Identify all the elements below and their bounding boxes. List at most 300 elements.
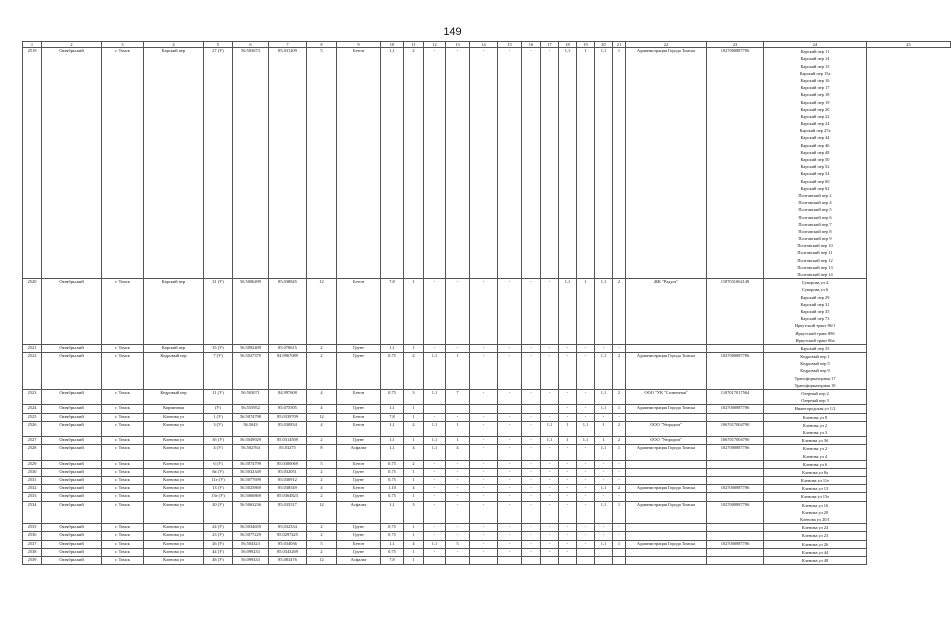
house-cell: 27 (У) [204, 48, 233, 279]
district-cell: Октябрьский [42, 540, 102, 548]
value-cell: 1 [446, 437, 470, 445]
owner-name: Администрация Города Томска [636, 485, 696, 491]
value-cell: - [446, 477, 470, 485]
value-cell: - [424, 532, 446, 540]
value-cell: 1,1 [577, 421, 595, 436]
value-cell [577, 548, 595, 556]
city-cell: г. Томск [102, 405, 144, 413]
latitude-cell: 56.5063236 [233, 501, 269, 524]
longitude-cell: 85.038845 [269, 279, 307, 345]
surface-cell: Грунт [337, 344, 381, 352]
house-cell: 20 (У) [204, 501, 233, 524]
value-cell: - [595, 477, 613, 485]
owner-cell [626, 548, 707, 556]
served-address: Полтавский пер 12 [797, 257, 833, 263]
owner-name: ООО "УК "Солнечная" [644, 390, 688, 396]
owner-name: Администрация Города Томска [636, 501, 696, 507]
ogrn-cell: 1027000887706 [707, 48, 764, 279]
row-number: 2537 [23, 540, 42, 548]
surface-cell: Грунт [337, 477, 381, 485]
served-address: Карский пер 20 [800, 106, 830, 112]
latitude-cell: 56.5049929 [233, 437, 269, 445]
owner-cell [626, 48, 707, 279]
value-cell: - [498, 437, 522, 445]
ogrn-cell [707, 468, 764, 476]
city-cell: г. Томск [102, 460, 144, 468]
value-cell: - [498, 548, 522, 556]
served-addresses-cell [764, 405, 867, 413]
value-cell: - [541, 501, 559, 524]
district-cell: Октябрьский [42, 532, 102, 540]
longitude-cell: 84.997608 [269, 390, 307, 405]
count-cell: 2 [307, 468, 337, 476]
served-address: Карский пер 52 [800, 164, 830, 170]
value-cell: - [470, 493, 498, 501]
value-cell: 1 [404, 405, 424, 413]
area-cell: 0,75 [381, 493, 404, 501]
district-cell: Октябрьский [42, 421, 102, 436]
longitude-cell: 85.03275 [269, 445, 307, 460]
street-cell: Кленова ул [144, 556, 204, 564]
table-row [23, 390, 951, 405]
latitude-cell: 56.5066869 [233, 493, 269, 501]
served-address: Полтавский пер 11 [797, 250, 833, 256]
value-cell: - [424, 493, 446, 501]
count-cell: 2 [307, 437, 337, 445]
area-cell: 0,75 [381, 477, 404, 485]
area-cell: 1,1 [381, 48, 404, 279]
surface-cell: Грунт [337, 468, 381, 476]
value-cell: - [559, 477, 577, 485]
owner-cell [626, 501, 707, 524]
served-address: Полтавский пер 8 [798, 228, 832, 234]
value-cell: 1 [577, 48, 595, 279]
served-addresses-cell [764, 413, 867, 421]
value-cell [613, 556, 626, 564]
served-address: Карский пер 29 [800, 294, 830, 300]
value-cell: - [595, 524, 613, 532]
column-number: 6 [233, 42, 269, 48]
served-address: Карский пер 11 [800, 49, 830, 55]
house-cell: 7 (У) [204, 353, 233, 390]
value-cell: - [541, 344, 559, 352]
owner-cell [626, 540, 707, 548]
owner-cell [626, 437, 707, 445]
value-cell: - [595, 493, 613, 501]
served-address: Иркутский тракт 86/1 [794, 323, 836, 329]
count-cell: 2 [307, 344, 337, 352]
served-address: Кленова ул 16 [801, 502, 829, 508]
value-cell: - [522, 48, 541, 279]
value-cell: - [522, 485, 541, 493]
column-number: 11 [404, 42, 424, 48]
row-number: 2528 [23, 445, 42, 460]
house-cell: 8а (У) [204, 468, 233, 476]
served-address: Полтавский пер 13 [797, 264, 833, 270]
served-address: Карский пер 18 [800, 92, 830, 98]
value-cell: 1 [404, 493, 424, 501]
value-cell [498, 556, 522, 564]
count-cell: 5 [307, 460, 337, 468]
owner-cell [626, 532, 707, 540]
value-cell: - [541, 524, 559, 532]
surface-cell: Бетон [337, 413, 381, 421]
value-cell: - [498, 48, 522, 279]
district-cell: Октябрьский [42, 548, 102, 556]
owner-cell [626, 477, 707, 485]
served-address: Кленова ул 20/1 [800, 517, 830, 523]
house-cell: 26 (У) [204, 540, 233, 548]
count-cell: 4 [307, 405, 337, 413]
surface-cell: Грунт [337, 437, 381, 445]
street-cell: Кленова ул [144, 485, 204, 493]
longitude-cell: 85.0339709 [269, 413, 307, 421]
value-cell: 1,1 [559, 48, 577, 279]
value-cell: - [424, 485, 446, 493]
value-cell: - [559, 532, 577, 540]
house-cell: 15е (У) [204, 493, 233, 501]
value-cell: 1 [404, 279, 424, 345]
value-cell [446, 405, 470, 413]
served-address: Полтавский пер 7 [798, 221, 832, 227]
value-cell: - [559, 413, 577, 421]
owner-cell [626, 445, 707, 460]
count-cell: 5 [307, 48, 337, 279]
value-cell [595, 556, 613, 564]
value-cell: 1 [613, 445, 626, 460]
value-cell [498, 405, 522, 413]
ogrn-cell [707, 532, 764, 540]
value-cell [424, 556, 446, 564]
owner-cell [626, 344, 707, 352]
city-cell: г. Томск [102, 477, 144, 485]
value-cell: 1,1 [595, 48, 613, 279]
value-cell: - [577, 532, 595, 540]
value-cell: - [446, 485, 470, 493]
served-address: Кленова ул 13 [801, 486, 829, 492]
value-cell: 1,1 [424, 540, 446, 548]
served-addresses-cell [764, 421, 867, 436]
value-cell: - [446, 413, 470, 421]
owner-cell [626, 556, 707, 564]
column-number: 5 [204, 42, 233, 48]
count-cell: 4 [307, 390, 337, 405]
ogrn-cell: 1067017004790 [707, 421, 764, 436]
value-cell: - [446, 548, 470, 556]
value-cell: - [595, 344, 613, 352]
served-address: Кленова ул 23 [801, 533, 829, 539]
surface-cell: Асфальт [337, 556, 381, 564]
column-number: 25 [867, 42, 951, 48]
row-number: 2529 [23, 460, 42, 468]
value-cell [522, 556, 541, 564]
value-cell: 2 [613, 279, 626, 345]
served-address: Озерный пер 2 [801, 391, 829, 397]
street-cell: Кленова ул [144, 437, 204, 445]
served-address: Полтавский пер 4 [798, 200, 832, 206]
value-cell: - [446, 460, 470, 468]
owner-name: Администрация Города Томска [636, 445, 696, 451]
served-address: Кедровый пер 5 [800, 361, 830, 367]
value-cell: - [541, 532, 559, 540]
column-number: 2 [42, 42, 102, 48]
value-cell: - [446, 468, 470, 476]
value-cell [541, 556, 559, 564]
value-cell [595, 548, 613, 556]
value-cell: 1 [595, 421, 613, 436]
value-cell: - [446, 501, 470, 524]
value-cell: - [559, 405, 577, 413]
value-cell: - [424, 344, 446, 352]
latitude-cell: 56.502764 [233, 445, 269, 460]
value-cell: 4 [404, 485, 424, 493]
house-cell: 6 (У) [204, 460, 233, 468]
value-cell: 3 [404, 390, 424, 405]
ogrn-cell: 1027000887706 [707, 501, 764, 524]
value-cell: - [522, 524, 541, 532]
value-cell: - [559, 540, 577, 548]
value-cell: - [541, 353, 559, 390]
ogrn-cell: 1187031062149 [707, 279, 764, 345]
count-cell: 2 [307, 548, 337, 556]
value-cell: - [498, 279, 522, 345]
served-address: Нижегородская ул 1/2 [794, 406, 836, 412]
count-cell: 2 [307, 493, 337, 501]
area-cell: 0,75 [381, 548, 404, 556]
column-number: 22 [626, 42, 707, 48]
value-cell [470, 556, 498, 564]
street-cell: Карский пер [144, 344, 204, 352]
column-number: 8 [307, 42, 337, 48]
house-cell: 48 (У) [204, 556, 233, 564]
served-addresses-cell [764, 344, 867, 352]
value-cell: - [498, 493, 522, 501]
value-cell: - [498, 524, 522, 532]
owner-name: Администрация Города Томска [636, 540, 696, 546]
street-cell: Кленова ул [144, 548, 204, 556]
district-cell: Октябрьский [42, 405, 102, 413]
table-row [23, 540, 951, 548]
served-addresses-cell [764, 48, 867, 279]
served-address: Кленова ул 2 [802, 422, 828, 428]
value-cell: - [522, 421, 541, 436]
value-cell: - [470, 540, 498, 548]
house-cell: 11е (У) [204, 477, 233, 485]
table-row [23, 445, 951, 460]
value-cell: - [424, 524, 446, 532]
value-cell: - [541, 485, 559, 493]
latitude-cell: 56.5025869 [233, 485, 269, 493]
served-address: Иркутский тракт 86а [795, 337, 835, 343]
value-cell: 1 [404, 477, 424, 485]
served-address: Трансформаторная 19 [794, 382, 836, 388]
value-cell: - [498, 477, 522, 485]
city-cell: г. Томск [102, 437, 144, 445]
served-address: Кедровый пер 9 [800, 368, 830, 374]
value-cell: - [522, 344, 541, 352]
district-cell: Октябрьский [42, 344, 102, 352]
served-address: Полтавский пер 5 [798, 207, 832, 213]
value-cell: 1 [404, 524, 424, 532]
served-address: Карский пер 31 [800, 301, 830, 307]
street-cell: Кленова ул [144, 421, 204, 436]
page-number: 149 [443, 26, 462, 38]
house-cell: 4 (У) [204, 445, 233, 460]
value-cell: - [470, 279, 498, 345]
longitude-cell: 85.032051 [269, 468, 307, 476]
owner-cell [626, 485, 707, 493]
value-cell: 1,1 [424, 445, 446, 460]
value-cell: 1 [404, 344, 424, 352]
ogrn-cell [707, 524, 764, 532]
value-cell: 2 [613, 437, 626, 445]
value-cell: 4 [446, 445, 470, 460]
served-addresses-cell [764, 485, 867, 493]
value-cell: - [470, 445, 498, 460]
table-row [23, 548, 951, 556]
value-cell: - [577, 413, 595, 421]
value-cell: - [522, 468, 541, 476]
value-cell: - [559, 445, 577, 460]
value-cell: - [498, 353, 522, 390]
value-cell: - [595, 468, 613, 476]
latitude-cell: 56.5077699 [233, 477, 269, 485]
value-cell: - [559, 390, 577, 405]
area-cell: 0,75 [381, 353, 404, 390]
city-cell: г. Томск [102, 279, 144, 345]
district-cell: Октябрьский [42, 485, 102, 493]
column-number: 3 [102, 42, 144, 48]
served-address: Карский пер 48 [800, 149, 830, 155]
owner-cell [626, 468, 707, 476]
row-number: 2521 [23, 344, 42, 352]
table-row [23, 485, 951, 493]
value-cell: - [541, 390, 559, 405]
owner-name: Администрация Города Томска [636, 353, 696, 359]
served-address: Кленова ул 20 [801, 509, 829, 515]
value-cell: 1 [404, 556, 424, 564]
ogrn-cell: 1027000887706 [707, 540, 764, 548]
value-cell: - [470, 501, 498, 524]
value-cell: 1,1 [424, 437, 446, 445]
owner-cell [626, 524, 707, 532]
street-cell: Кленова ул [144, 532, 204, 540]
value-cell: - [577, 405, 595, 413]
latitude-cell: 56.5092409 [233, 344, 269, 352]
value-cell: - [595, 460, 613, 468]
value-cell: - [522, 437, 541, 445]
table-row [23, 353, 951, 390]
row-number: 2527 [23, 437, 42, 445]
value-cell: 1 [404, 532, 424, 540]
city-cell: г. Томск [102, 493, 144, 501]
value-cell: 2 [613, 353, 626, 390]
value-cell: 4 [404, 445, 424, 460]
area-cell: 1,1 [381, 437, 404, 445]
column-number: 20 [595, 42, 613, 48]
district-cell: Октябрьский [42, 493, 102, 501]
latitude-cell: 56.5074799 [233, 460, 269, 468]
surface-cell: Бетон [337, 540, 381, 548]
house-cell: 24 (У) [204, 524, 233, 532]
value-cell: 2 [404, 460, 424, 468]
city-cell: г. Томск [102, 48, 144, 279]
served-address: Карский пер 24 [800, 121, 830, 127]
ogrn-cell: 1067017004790 [707, 437, 764, 445]
served-address: Кленова ул 15е [800, 494, 830, 500]
city-cell: г. Томск [102, 501, 144, 524]
value-cell: 1,1 [595, 540, 613, 548]
street-cell: Кирпичная [144, 405, 204, 413]
value-cell: - [498, 485, 522, 493]
row-number: 2538 [23, 548, 42, 556]
row-number: 2532 [23, 485, 42, 493]
value-cell: - [470, 390, 498, 405]
value-cell: 2 [613, 390, 626, 405]
street-cell: Карский пер [144, 48, 204, 279]
street-cell: Кленова ул [144, 460, 204, 468]
column-number: 18 [559, 42, 577, 48]
value-cell: - [498, 421, 522, 436]
longitude-cell: 84.9967089 [269, 353, 307, 390]
served-address: Полтавский пер 10 [797, 243, 833, 249]
column-number: 16 [522, 42, 541, 48]
served-address: Кленова ул 24 [801, 525, 829, 531]
longitude-cell: 85.035517 [269, 501, 307, 524]
value-cell: - [498, 532, 522, 540]
value-cell: - [470, 485, 498, 493]
table-row [23, 493, 951, 501]
house-cell: 3б (У) [204, 437, 233, 445]
house-cell: 23 (У) [204, 532, 233, 540]
served-address: Иркутский тракт 88б [795, 330, 835, 336]
latitude-cell: 56.555952 [233, 405, 269, 413]
value-cell: - [470, 468, 498, 476]
owner-name: Администрация Города Томска [636, 48, 696, 54]
value-cell: 2 [404, 48, 424, 279]
value-cell: - [470, 548, 498, 556]
longitude-cell: 85.083476 [269, 556, 307, 564]
table-row [23, 460, 951, 468]
value-cell: - [470, 437, 498, 445]
area-cell: 1,1 [381, 405, 404, 413]
column-number: 14 [470, 42, 498, 48]
value-cell: - [522, 540, 541, 548]
ogrn-cell [707, 548, 764, 556]
served-address: Карский пер 27а [799, 128, 831, 134]
street-cell: Кленова ул [144, 413, 204, 421]
latitude-cell: 56.504323 [233, 540, 269, 548]
column-number: 17 [541, 42, 559, 48]
street-cell: Кленова ул [144, 468, 204, 476]
value-cell: - [541, 477, 559, 485]
served-address: Суворова ул 6 [801, 287, 829, 293]
ogrn-cell: 1027000887706 [707, 405, 764, 413]
served-address: Полтавский пер 6 [798, 214, 832, 220]
value-cell: - [613, 460, 626, 468]
value-cell: - [522, 460, 541, 468]
value-cell: - [446, 279, 470, 345]
value-cell: - [446, 344, 470, 352]
value-cell: - [424, 477, 446, 485]
area-cell: 1,1 [381, 421, 404, 436]
value-cell: 1,1 [595, 279, 613, 345]
value-cell: - [541, 460, 559, 468]
street-cell: Кленова ул [144, 445, 204, 460]
ogrn-cell [707, 460, 764, 468]
value-cell: - [470, 421, 498, 436]
latitude-cell: 56.5027379 [233, 353, 269, 390]
